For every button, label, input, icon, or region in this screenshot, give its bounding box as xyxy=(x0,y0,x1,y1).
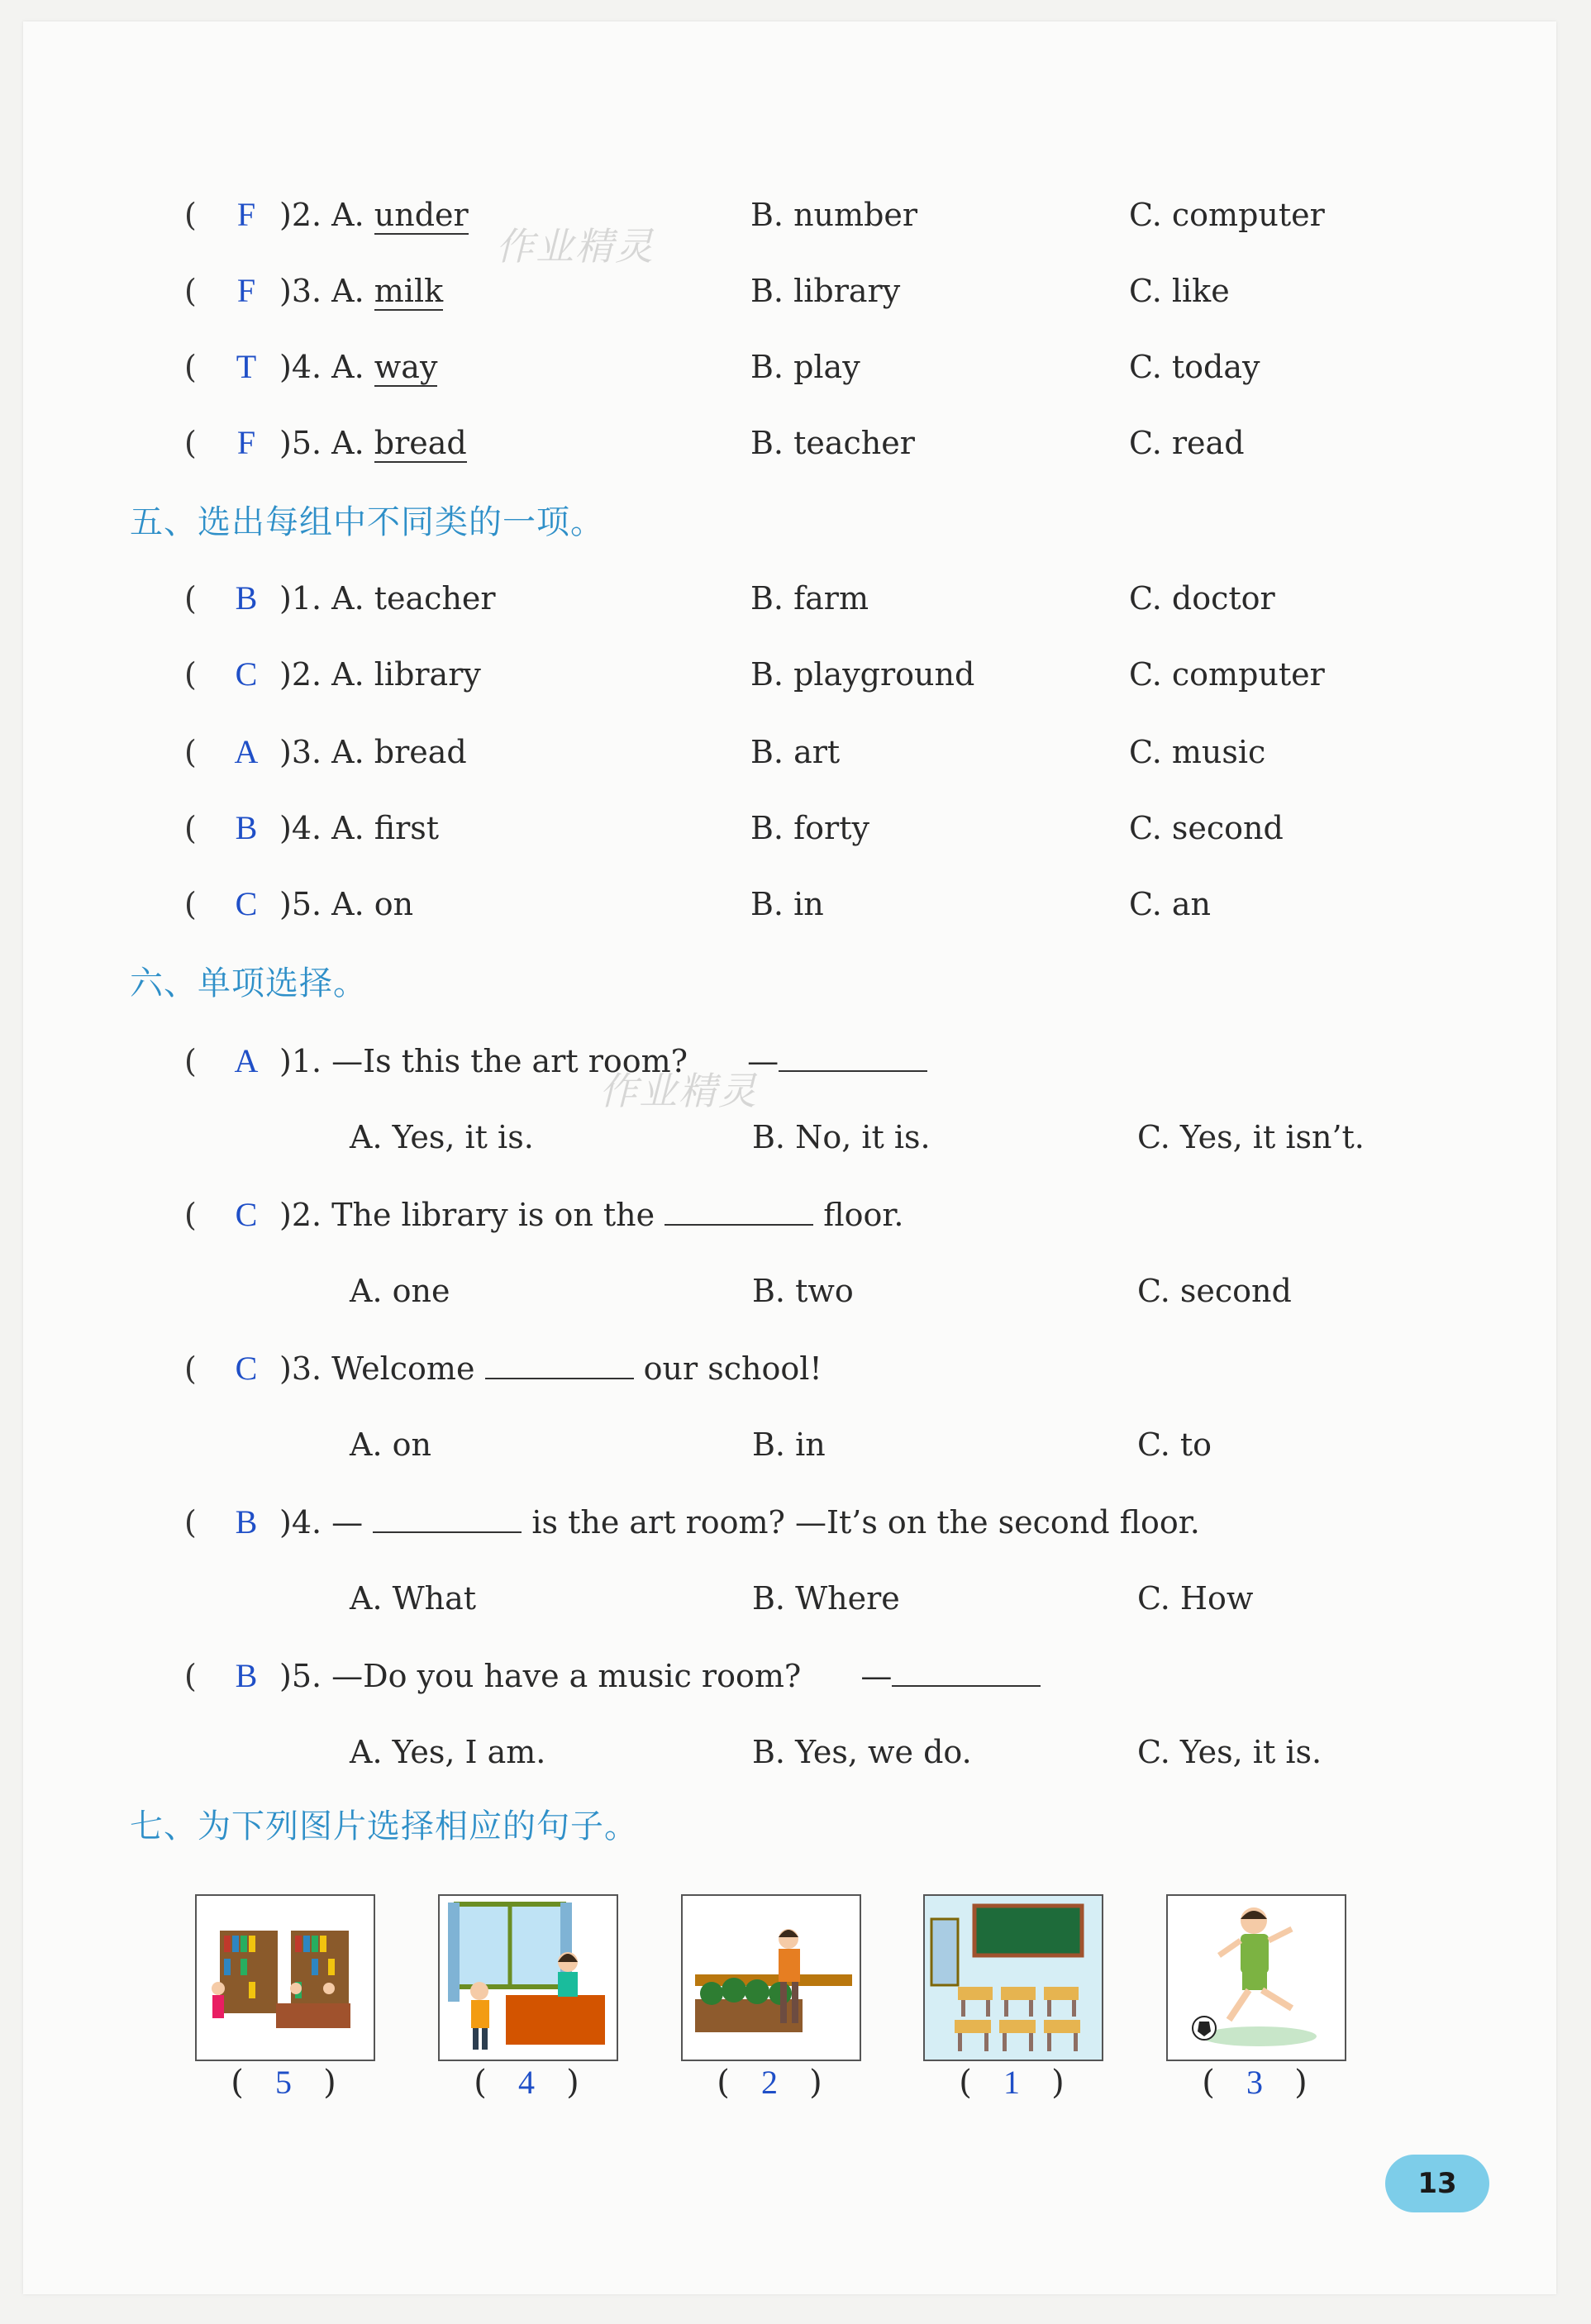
question-row xyxy=(184,1190,1408,1240)
answer-mark: C xyxy=(235,655,258,693)
garden-picture xyxy=(681,1894,861,2061)
section6-heading: 六、单项选择。 xyxy=(130,964,367,1002)
option-c: C. an xyxy=(1129,886,1212,922)
paren-close: ) xyxy=(323,2064,336,2102)
question-text xyxy=(279,190,469,240)
question-text xyxy=(279,1651,1041,1701)
paren-close: ) xyxy=(1051,2064,1065,2102)
option-b: B. Where xyxy=(752,1580,900,1617)
options-row xyxy=(184,1266,1408,1316)
picture-answer xyxy=(681,2058,858,2107)
option-c: C. like xyxy=(1129,273,1230,309)
option-b: B. No, it is. xyxy=(752,1119,931,1155)
option-b: B. library xyxy=(750,273,901,309)
question-row xyxy=(184,1498,1408,1547)
teacher-office-picture xyxy=(438,1894,618,2061)
answer-dash: — xyxy=(860,1658,893,1694)
option-b: B. in xyxy=(750,886,824,922)
question-tail: is the art room? —It’s on the second floor. xyxy=(531,1504,1200,1541)
paren-close: ) xyxy=(1294,2064,1308,2102)
option-b: B. Yes, we do. xyxy=(752,1734,972,1770)
option-b: B. number xyxy=(750,197,918,233)
question-row xyxy=(184,803,1383,853)
option-c: C. Yes, it isn’t. xyxy=(1137,1119,1365,1155)
word-a: way xyxy=(374,349,438,385)
picture-answer xyxy=(438,2058,615,2107)
answer-mark: F xyxy=(236,424,256,461)
paren-open: ( xyxy=(184,1658,197,1694)
paren-open: ( xyxy=(184,349,197,385)
answer-mark: A xyxy=(234,733,259,770)
option-c: C. Yes, it is. xyxy=(1137,1734,1322,1770)
word-a: under xyxy=(374,197,469,233)
paren-open: ( xyxy=(184,1043,197,1079)
paren-open: ( xyxy=(717,2064,730,2102)
question-tail: our school! xyxy=(643,1350,822,1387)
question-number: )5. A. xyxy=(279,425,374,461)
question-stem: )5. —Do you have a music room? xyxy=(279,1658,802,1694)
options-row xyxy=(184,1420,1408,1469)
answer-dash: — xyxy=(747,1043,779,1079)
word-a: milk xyxy=(374,273,444,309)
paren-open: ( xyxy=(184,273,197,309)
answer-mark: F xyxy=(236,272,256,309)
option-b: B. in xyxy=(752,1426,826,1463)
paren-open: ( xyxy=(184,1504,197,1541)
paren-open: ( xyxy=(184,197,197,233)
question-stem: )3. Welcome xyxy=(279,1350,475,1387)
question-text xyxy=(279,1498,1200,1547)
option-c: C. read xyxy=(1129,425,1245,461)
option-a: A. What xyxy=(350,1580,477,1617)
answer-mark: T xyxy=(236,348,257,385)
paren-close: ) xyxy=(566,2064,579,2102)
question-text: )2. A. library xyxy=(279,656,481,693)
paren-open: ( xyxy=(959,2064,972,2102)
paren-open: ( xyxy=(184,425,197,461)
options-row xyxy=(184,1727,1408,1777)
paren-open: ( xyxy=(474,2064,487,2102)
paren-open: ( xyxy=(184,1197,197,1233)
option-a: A. Yes, I am. xyxy=(350,1734,546,1770)
picture-answer xyxy=(1166,2058,1343,2107)
paren-open: ( xyxy=(184,810,197,846)
question-number: )4. A. xyxy=(279,349,374,385)
option-b: B. playground xyxy=(750,656,975,693)
answer-mark: C xyxy=(235,1350,258,1387)
question-text: )1. A. teacher xyxy=(279,580,496,617)
question-row xyxy=(184,727,1383,777)
answer-mark: B xyxy=(235,1503,258,1541)
question-stem: )2. The library is on the xyxy=(279,1197,655,1233)
paren-open: ( xyxy=(231,2064,244,2102)
question-row xyxy=(184,1036,1408,1086)
option-a: A. on xyxy=(350,1426,431,1463)
option-b: B. farm xyxy=(750,580,869,617)
answer-mark: B xyxy=(235,1657,258,1694)
question-row xyxy=(184,1651,1408,1701)
question-number: )3. A. xyxy=(279,273,374,309)
question-row xyxy=(184,266,1383,316)
watermark: 作业精灵 xyxy=(496,224,655,269)
question-text xyxy=(279,342,437,392)
word-a: bread xyxy=(374,425,467,461)
options-row xyxy=(184,1574,1408,1623)
option-c: C. second xyxy=(1137,1273,1292,1309)
question-stem: )1. —Is this the art room? xyxy=(279,1043,688,1079)
option-c: C. second xyxy=(1129,810,1284,846)
answer-blank xyxy=(779,1044,927,1072)
question-row xyxy=(184,1344,1408,1393)
paren-open: ( xyxy=(184,656,197,693)
picture-answer xyxy=(195,2058,372,2107)
paren-open: ( xyxy=(1202,2064,1215,2102)
paren-open: ( xyxy=(184,580,197,617)
option-a: A. Yes, it is. xyxy=(350,1119,534,1155)
option-b: B. forty xyxy=(750,810,869,846)
option-b: B. art xyxy=(750,734,841,770)
option-c: C. How xyxy=(1137,1580,1254,1617)
question-text: )3. A. bread xyxy=(279,734,467,770)
answer-mark: B xyxy=(235,809,258,846)
option-c: C. music xyxy=(1129,734,1266,770)
question-text xyxy=(279,266,443,316)
answer-number: 2 xyxy=(761,2064,778,2101)
answer-mark: F xyxy=(236,196,256,233)
question-row xyxy=(184,574,1383,623)
answer-number: 5 xyxy=(275,2064,292,2101)
classroom-picture xyxy=(923,1894,1103,2061)
answer-mark: C xyxy=(235,885,258,922)
answer-mark: B xyxy=(235,579,258,617)
question-text xyxy=(279,418,467,468)
question-row xyxy=(184,342,1383,392)
section7-heading: 七、为下列图片选择相应的句子。 xyxy=(130,1807,638,1845)
paren-open: ( xyxy=(184,1350,197,1387)
answer-number: 3 xyxy=(1246,2064,1263,2101)
answer-number: 4 xyxy=(518,2064,535,2101)
answer-mark: A xyxy=(234,1042,259,1079)
paren-close: ) xyxy=(809,2064,822,2102)
answer-blank xyxy=(373,1505,522,1533)
question-tail: floor. xyxy=(823,1197,904,1233)
answer-blank xyxy=(665,1198,813,1226)
question-text: )5. A. on xyxy=(279,886,414,922)
question-text xyxy=(279,1344,822,1393)
question-text: )4. A. first xyxy=(279,810,440,846)
question-stem: )4. — xyxy=(279,1504,364,1541)
option-c: C. to xyxy=(1137,1426,1212,1463)
option-c: C. today xyxy=(1129,349,1260,385)
picture-answer xyxy=(923,2058,1100,2107)
section5-heading: 五、选出每组中不同类的一项。 xyxy=(130,503,604,541)
question-row xyxy=(184,190,1383,240)
option-c: C. computer xyxy=(1129,197,1325,233)
football-picture xyxy=(1166,1894,1346,2061)
option-c: C. doctor xyxy=(1129,580,1275,617)
answer-blank xyxy=(485,1351,634,1379)
option-c: C. computer xyxy=(1129,656,1325,693)
answer-blank xyxy=(892,1659,1041,1687)
option-b: B. two xyxy=(752,1273,854,1309)
answer-number: 1 xyxy=(1003,2064,1020,2101)
paren-open: ( xyxy=(184,886,197,922)
paren-open: ( xyxy=(184,734,197,770)
options-row xyxy=(184,1112,1408,1162)
question-number: )2. A. xyxy=(279,197,374,233)
option-b: B. teacher xyxy=(750,425,915,461)
watermark: 作业精灵 xyxy=(599,1069,758,1113)
question-row xyxy=(184,650,1383,699)
option-b: B. play xyxy=(750,349,860,385)
answer-mark: C xyxy=(235,1196,258,1233)
question-row xyxy=(184,418,1383,468)
question-row xyxy=(184,879,1383,929)
page-number: 13 xyxy=(1385,2155,1489,2212)
option-a: A. one xyxy=(350,1273,450,1309)
library-picture xyxy=(195,1894,375,2061)
question-text xyxy=(279,1190,903,1240)
